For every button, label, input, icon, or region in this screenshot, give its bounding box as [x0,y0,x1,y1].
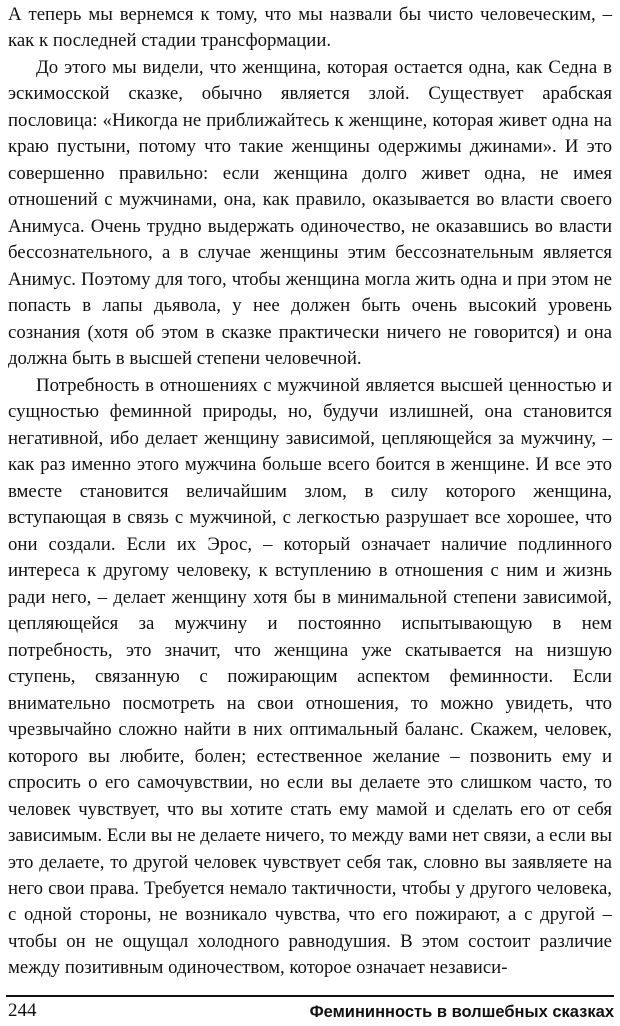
paragraph-2: До этого мы видели, что женщина, которая остается одна, как Седна в эскимосской сказке, обычно является злой. Существует арабская пословица: «Никогда не приближайтесь к женщине, которая живет одна на краю пустыни, потому что такие женщины одержимы джинами». И это совершенно правильно: если женщина долго живет одна, не имея отношений с мужчинами, она, как правило, оказывается во власти своего Анимуса. Очень трудно выдержать одиночество, не оказавшись во власти бессознательного, а в случае женщины этим бессознательным является Анимус. Поэтому для того, чтобы женщина могла жить одна и при этом не попасть в лапы дьявола, у нее должен быть очень высокий уровень сознания (хотя об этом в сказке практически ничего не говорится) и она должна быть в высшей степени человечной. [8,56,612,370]
body-text [8,2,612,982]
footer-divider [6,995,614,997]
running-title: Фемининность в волшебных сказках [309,1003,614,1021]
paragraph-3: Потребность в отношениях с мужчиной является высшей ценностью и сущностью феминной природы, но, будучи излишней, она становится негативной, ибо делает женщину зависимой, цепляющейся за мужчину, – как раз именно этого мужчина больше всего боится в женщине. И все это вместе становится величайшим злом, в силу которого женщина, вступающая в связь с мужчиной, с легкостью разрушает все хорошее, что они создали. Если их Эрос, – который означает наличие подлинного интереса к другому человеку, к вступлению в отношения с ним и жизнь ради него, – делает женщину хотя бы в минимальной степени зависимой, цепляющейся за мужчину и постоянно испытывающую в нем потребность, это значит, что женщина уже скатывается на низшую ступень, связанную с пожирающим аспектом феминности. Если внимательно посмотреть на свои отношения, то можно увидеть, что чрезвычайно сложно найти в них оптимальный баланс. Скажем, человек, которого вы любите, болен; естественное желание – позвонить ему и спросить о его самочувствии, но если вы делаете это слишком часто, то человек чувствует, что вы хотите стать ему мамой и сделать его от себя зависимым. Если вы не делаете ничего, то между вами нет связи, а если вы это делаете, то другой человек чувствует себя так, словно вы заявляете на него свои права. Требуется немало тактичности, чтобы у другого человека, с одной стороны, не возникало чувства, что его пожирают, а с другой – чтобы он не ощущал холодного равнодушия. В этом состоит различие между позитивным одиночеством, которое означает независи- [8,374,612,979]
page-number: 244 [8,1000,37,1021]
paragraph-1: А теперь мы вернемся к тому, что мы назвали бы чисто человеческим, – как к последней стадии трансформации. [8,4,612,52]
